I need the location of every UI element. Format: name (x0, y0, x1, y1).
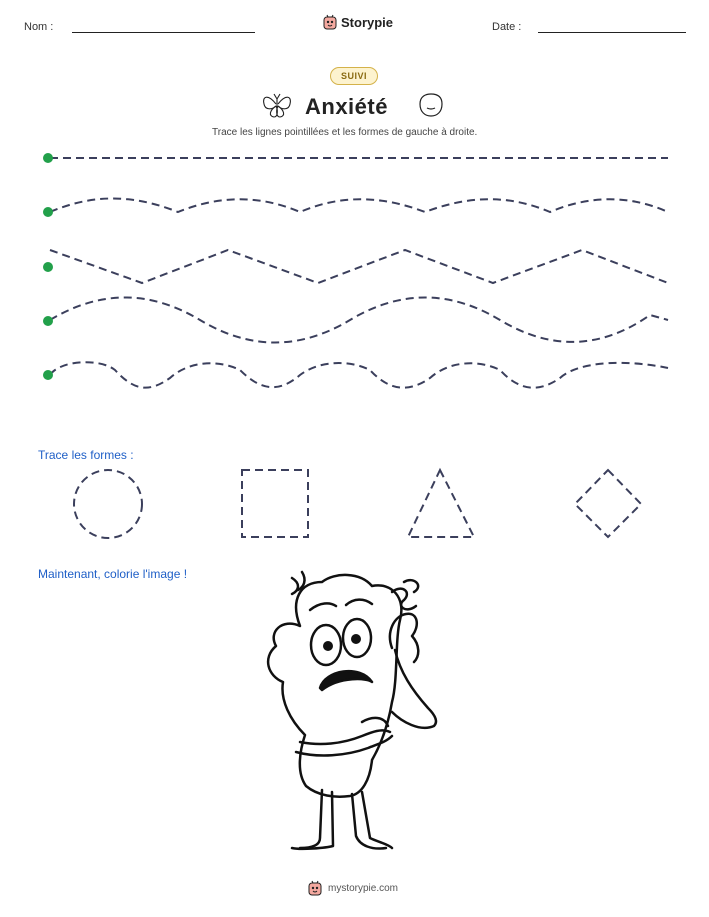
brand-name: Storypie (341, 14, 394, 30)
page-title: Anxiété (305, 94, 388, 119)
date-label: Date : (492, 21, 522, 33)
start-dots (43, 153, 53, 380)
storypie-logo-icon (308, 880, 322, 896)
tracing-shapes (74, 470, 641, 538)
start-dot (43, 207, 53, 217)
start-dot (43, 153, 53, 163)
instruction-text: Trace les lignes pointillées et les formes de gauche à droite. (212, 127, 478, 138)
anxious-character-illustration (268, 572, 436, 849)
footer (308, 880, 398, 896)
butterfly-icon (264, 94, 291, 117)
footer-url[interactable]: mystorypie.com (328, 882, 399, 894)
trace-line-wave-2 (50, 298, 668, 343)
trace-line-zigzag (50, 250, 668, 283)
name-label: Nom : (24, 21, 54, 33)
face-icon (420, 94, 442, 116)
trace-shape-triangle (408, 470, 474, 537)
start-dot (43, 316, 53, 326)
level-badge: SUIVI (330, 67, 378, 85)
trace-shape-diamond (575, 470, 641, 537)
start-dot (43, 370, 53, 380)
trace-line-wave-3 (50, 362, 668, 387)
trace-shape-square (242, 470, 308, 537)
color-section-label: Maintenant, colorie l'image ! (38, 567, 188, 581)
trace-line-wave-1 (50, 198, 668, 212)
start-dot (43, 262, 53, 272)
shapes-section-label: Trace les formes : (38, 448, 134, 462)
tracing-lines (50, 158, 668, 388)
trace-shape-circle (74, 470, 142, 538)
